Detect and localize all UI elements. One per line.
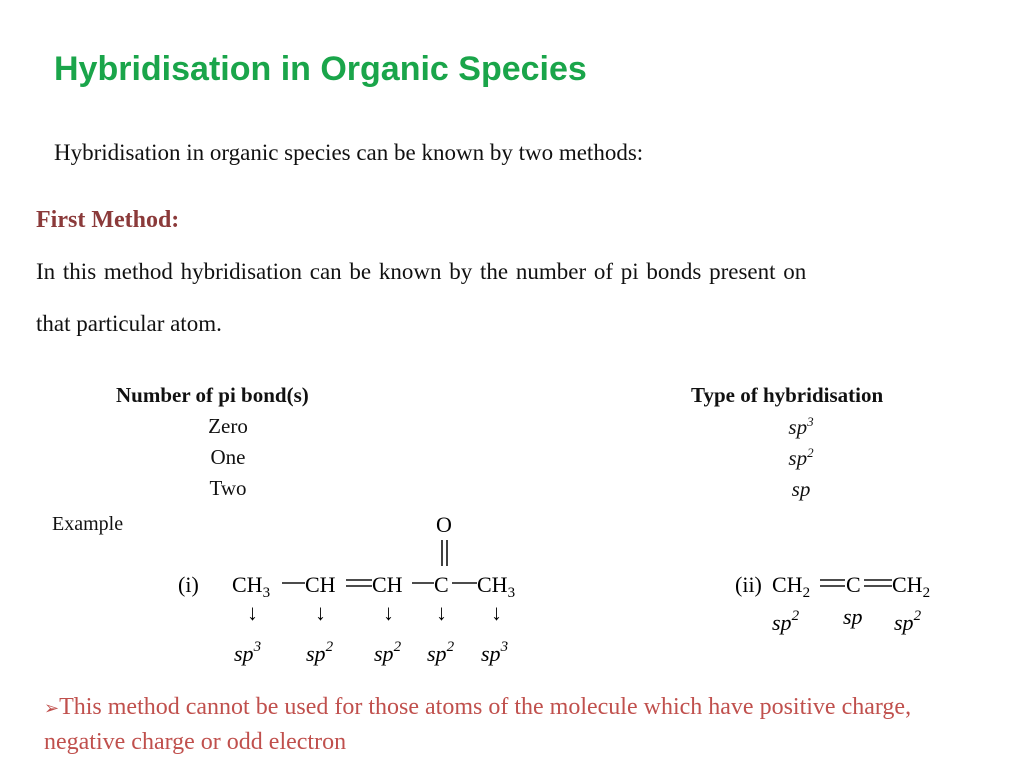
group-ch3-left: $CH_3$ — [232, 572, 271, 601]
pi-bond-count-two: Two — [209, 476, 247, 500]
carbonyl-oxygen: O — [436, 512, 452, 537]
example-label: Example — [52, 513, 124, 535]
group-ch3-right: $CH_3$ — [477, 572, 516, 601]
group-ch-2: CH — [372, 572, 403, 597]
hyb-label-2: $sp^2$ — [306, 639, 334, 666]
group-ch2-right: $CH_2$ — [892, 572, 931, 601]
group-c-carbonyl: C — [434, 572, 449, 597]
pi-bond-count-one: One — [210, 445, 246, 469]
group-ch-1: CH — [305, 572, 336, 597]
hybridisation-column-header: Type of hybridisation — [691, 383, 884, 407]
example-2-label: (ii) — [735, 572, 762, 597]
example-1-label: (i) — [178, 572, 199, 597]
hybridisation-sp2: $sp^2$ — [788, 445, 814, 470]
pi-bond-count-zero: Zero — [208, 414, 248, 438]
arrow-down-icon: ↓ — [383, 600, 394, 625]
group-c-central: C — [846, 572, 861, 597]
page-title: Hybridisation in Organic Species — [54, 50, 587, 88]
method-description-line-1: In this method hybridisation can be known by the number of pi bonds present on — [36, 259, 807, 284]
hybridisation-sp: sp — [791, 477, 811, 501]
method-heading: First Method: — [36, 207, 180, 233]
hybridisation-sp3: $sp^3$ — [788, 414, 814, 439]
method-description-line-2: that particular atom. — [36, 311, 222, 336]
hyb-label-1: $sp^3$ — [234, 639, 262, 666]
intro-text: Hybridisation in organic species can be known by two methods: — [54, 140, 644, 165]
hyb-label-4: $sp^2$ — [427, 639, 455, 666]
note-text: ➢This method cannot be used for those atoms of the molecule which have positive charge, negative charge or odd electron — [44, 694, 912, 755]
pi-bonds-column-header: Number of pi bond(s) — [116, 383, 309, 407]
arrow-down-icon: ↓ — [315, 600, 326, 625]
hyb-label-5: $sp^3$ — [481, 639, 509, 666]
arrow-bullet-icon: ➢ — [44, 698, 60, 718]
hyb-label-ii-2: sp — [843, 604, 863, 629]
arrow-down-icon: ↓ — [247, 600, 258, 625]
group-ch2-left: $CH_2$ — [772, 572, 811, 601]
arrow-down-icon: ↓ — [491, 600, 502, 625]
hyb-label-ii-3: $sp^2$ — [894, 608, 922, 635]
hyb-label-3: $sp^2$ — [374, 639, 402, 666]
hyb-label-ii-1: $sp^2$ — [772, 608, 800, 635]
arrow-down-icon: ↓ — [436, 600, 447, 625]
